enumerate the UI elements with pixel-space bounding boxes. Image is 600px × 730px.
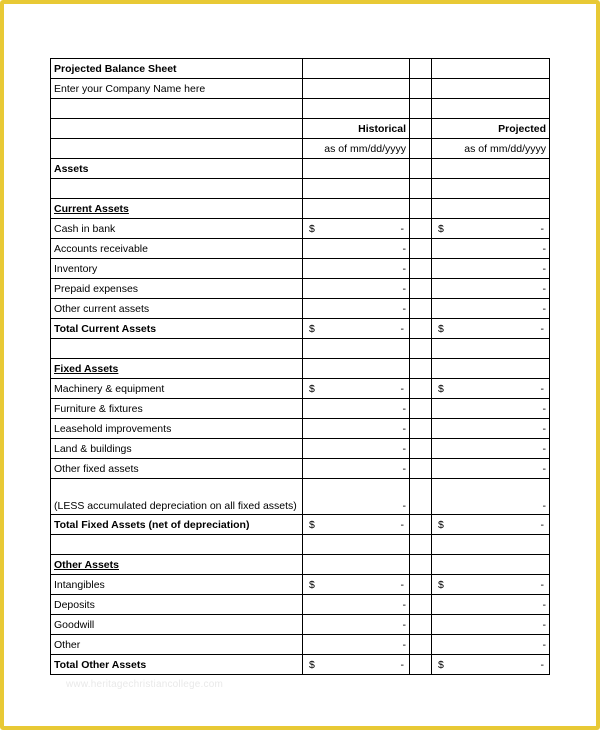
amount: - [540, 518, 544, 531]
row-label: Accounts receivable [51, 239, 303, 259]
table-row [51, 419, 550, 439]
table-row [51, 479, 550, 515]
historical-value[interactable]: - [303, 259, 410, 279]
cell[interactable] [410, 419, 432, 439]
currency-symbol: $ [438, 658, 444, 671]
projected-value[interactable]: - [432, 635, 550, 655]
cell[interactable] [410, 99, 432, 119]
currency-symbol: $ [309, 658, 315, 671]
amount: - [400, 222, 404, 235]
cell[interactable] [410, 399, 432, 419]
projected-value[interactable]: - [432, 259, 550, 279]
cell[interactable] [432, 179, 550, 199]
projected-value[interactable] [432, 379, 550, 399]
watermark-text: www.heritagechristiancollege.com [66, 679, 224, 690]
table-row [51, 359, 550, 379]
table-row [51, 615, 550, 635]
historical-total[interactable] [303, 319, 410, 339]
row-label: Leasehold improvements [51, 419, 303, 439]
currency-symbol: $ [309, 382, 315, 395]
table-row [51, 635, 550, 655]
company-name-cell[interactable]: Enter your Company Name here [51, 79, 303, 99]
section-current-assets: Current Assets [51, 199, 303, 219]
cell[interactable] [410, 479, 432, 515]
row-label: Goodwill [51, 615, 303, 635]
row-label: Other [51, 635, 303, 655]
cell[interactable] [303, 79, 410, 99]
projected-value[interactable]: - [432, 279, 550, 299]
historical-value[interactable]: - [303, 595, 410, 615]
cell[interactable] [410, 459, 432, 479]
projected-value[interactable]: - [432, 239, 550, 259]
cell[interactable] [432, 339, 550, 359]
cell[interactable] [432, 79, 550, 99]
currency-symbol: $ [309, 518, 315, 531]
projected-value[interactable]: - [432, 419, 550, 439]
table-row [51, 459, 550, 479]
projected-value[interactable]: - [432, 615, 550, 635]
cell[interactable] [410, 59, 432, 79]
amount: - [400, 518, 404, 531]
cell[interactable] [410, 359, 432, 379]
historical-value[interactable]: - [303, 615, 410, 635]
table-row [51, 319, 550, 339]
table-row [51, 595, 550, 615]
table-row [51, 575, 550, 595]
currency-symbol: $ [309, 322, 315, 335]
table-row [51, 439, 550, 459]
row-label: Land & buildings [51, 439, 303, 459]
historical-value[interactable]: - [303, 279, 410, 299]
section-fixed-assets: Fixed Assets [51, 359, 303, 379]
cell[interactable] [410, 159, 432, 179]
cell[interactable] [303, 59, 410, 79]
cell[interactable] [432, 159, 550, 179]
projected-value[interactable] [432, 219, 550, 239]
table-row [51, 239, 550, 259]
historical-total[interactable] [303, 655, 410, 675]
cell[interactable] [303, 359, 410, 379]
projected-header: Projected [432, 119, 550, 139]
row-label: Inventory [51, 259, 303, 279]
currency-symbol: $ [309, 222, 315, 235]
amount: - [540, 658, 544, 671]
row-label: Cash in bank [51, 219, 303, 239]
historical-value[interactable]: - [303, 419, 410, 439]
cell[interactable] [410, 179, 432, 199]
historical-value[interactable]: - [303, 635, 410, 655]
table-row [51, 139, 550, 159]
projected-value[interactable]: - [432, 439, 550, 459]
row-label-total: Total Current Assets [51, 319, 303, 339]
cell[interactable] [410, 319, 432, 339]
projected-total[interactable] [432, 655, 550, 675]
cell[interactable] [432, 199, 550, 219]
cell[interactable] [410, 339, 432, 359]
projected-value[interactable]: - [432, 399, 550, 419]
cell[interactable] [410, 555, 432, 575]
cell[interactable] [432, 535, 550, 555]
cell[interactable] [410, 199, 432, 219]
row-label: Machinery & equipment [51, 379, 303, 399]
cell[interactable] [410, 515, 432, 535]
currency-symbol: $ [309, 578, 315, 591]
table-row [51, 279, 550, 299]
row-label: Other current assets [51, 299, 303, 319]
cell[interactable] [303, 159, 410, 179]
cell[interactable] [303, 99, 410, 119]
historical-value[interactable]: - [303, 479, 410, 515]
section-other-assets: Other Assets [51, 555, 303, 575]
historical-header: Historical [303, 119, 410, 139]
row-label: (LESS accumulated depreciation on all fixed assets) [51, 479, 303, 515]
projected-date[interactable]: as of mm/dd/yyyy [432, 139, 550, 159]
table-row [51, 119, 550, 139]
cell[interactable] [410, 139, 432, 159]
currency-symbol: $ [438, 382, 444, 395]
historical-value[interactable] [303, 379, 410, 399]
cell[interactable] [410, 615, 432, 635]
table-row [51, 399, 550, 419]
cell[interactable] [432, 555, 550, 575]
cell[interactable] [410, 259, 432, 279]
table-row [51, 99, 550, 119]
currency-symbol: $ [438, 322, 444, 335]
historical-value[interactable]: - [303, 439, 410, 459]
cell[interactable] [51, 339, 303, 359]
table-row [51, 339, 550, 359]
table-row [51, 515, 550, 535]
currency-symbol: $ [438, 222, 444, 235]
amount: - [540, 382, 544, 395]
cell[interactable] [410, 239, 432, 259]
cell[interactable] [410, 635, 432, 655]
historical-total[interactable] [303, 515, 410, 535]
projected-value[interactable]: - [432, 299, 550, 319]
cell[interactable] [410, 79, 432, 99]
table-row [51, 535, 550, 555]
historical-value[interactable]: - [303, 299, 410, 319]
amount: - [400, 382, 404, 395]
table-row [51, 379, 550, 399]
table-row [51, 555, 550, 575]
cell[interactable] [410, 279, 432, 299]
row-label: Intangibles [51, 575, 303, 595]
row-label-total: Total Other Assets [51, 655, 303, 675]
historical-value[interactable]: - [303, 399, 410, 419]
projected-value[interactable]: - [432, 459, 550, 479]
cell[interactable] [410, 575, 432, 595]
cell[interactable] [51, 139, 303, 159]
cell[interactable] [432, 359, 550, 379]
cell[interactable] [432, 99, 550, 119]
projected-value[interactable] [432, 575, 550, 595]
row-label: Other fixed assets [51, 459, 303, 479]
table-row [51, 655, 550, 675]
historical-value[interactable]: - [303, 459, 410, 479]
amount: - [540, 578, 544, 591]
cell[interactable] [410, 299, 432, 319]
historical-value[interactable]: - [303, 239, 410, 259]
cell[interactable] [410, 379, 432, 399]
cell[interactable] [303, 179, 410, 199]
historical-value[interactable] [303, 575, 410, 595]
amount: - [400, 322, 404, 335]
projected-value[interactable]: - [432, 595, 550, 615]
table-row [51, 199, 550, 219]
row-label: Furniture & fixtures [51, 399, 303, 419]
cell[interactable] [51, 179, 303, 199]
cell[interactable] [410, 219, 432, 239]
table-row [51, 59, 550, 79]
cell[interactable] [303, 535, 410, 555]
cell[interactable] [303, 339, 410, 359]
row-label-total: Total Fixed Assets (net of depreciation) [51, 515, 303, 535]
amount: - [540, 222, 544, 235]
cell[interactable] [410, 655, 432, 675]
historical-date[interactable]: as of mm/dd/yyyy [303, 139, 410, 159]
row-label: Prepaid expenses [51, 279, 303, 299]
balance-sheet-table [50, 58, 550, 675]
amount: - [400, 578, 404, 591]
cell[interactable] [51, 99, 303, 119]
cell[interactable] [432, 59, 550, 79]
projected-total[interactable] [432, 515, 550, 535]
projected-total[interactable] [432, 319, 550, 339]
table-row [51, 299, 550, 319]
cell[interactable] [51, 119, 303, 139]
currency-symbol: $ [438, 518, 444, 531]
row-label: Deposits [51, 595, 303, 615]
table-row [51, 159, 550, 179]
table-row [51, 219, 550, 239]
section-assets: Assets [51, 159, 303, 179]
amount: - [540, 322, 544, 335]
currency-symbol: $ [438, 578, 444, 591]
table-row [51, 179, 550, 199]
cell[interactable] [303, 555, 410, 575]
historical-value[interactable] [303, 219, 410, 239]
amount: - [400, 658, 404, 671]
cell[interactable] [410, 119, 432, 139]
cell[interactable] [410, 535, 432, 555]
table-row [51, 79, 550, 99]
cell[interactable] [410, 439, 432, 459]
projected-value[interactable]: - [432, 479, 550, 515]
cell[interactable] [303, 199, 410, 219]
table-row [51, 259, 550, 279]
cell[interactable] [410, 595, 432, 615]
sheet-title: Projected Balance Sheet [51, 59, 303, 79]
cell[interactable] [51, 535, 303, 555]
